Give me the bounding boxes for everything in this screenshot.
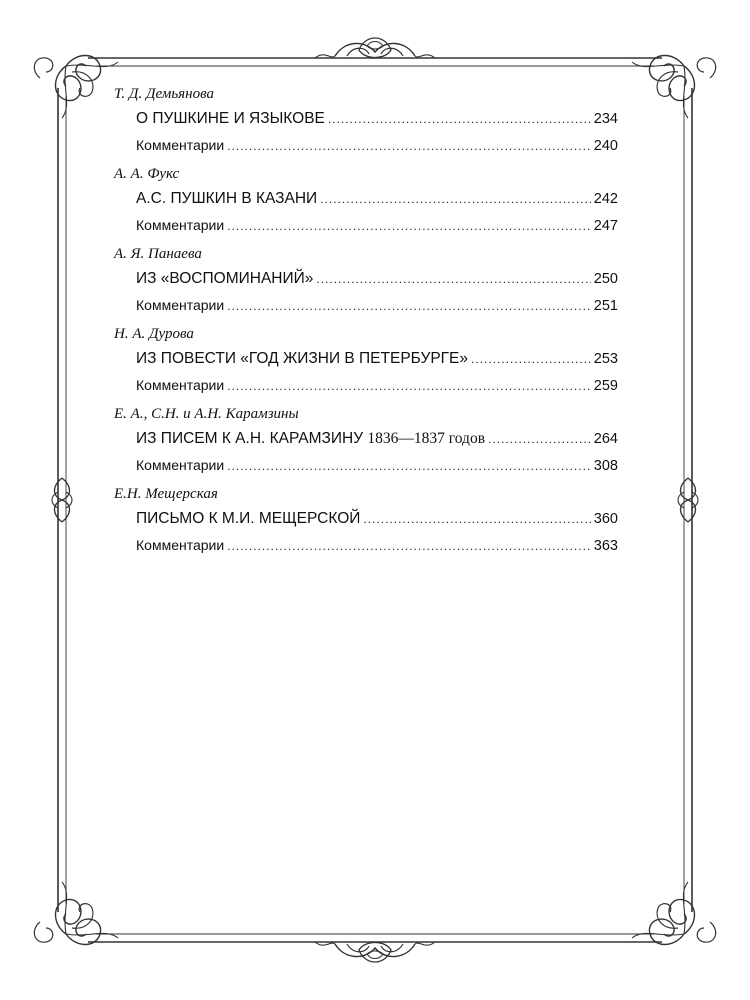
- toc-comments-entry[interactable]: [136, 372, 618, 398]
- toc-author: Е.Н. Мещерская: [114, 486, 218, 502]
- dot-leader: [320, 186, 591, 212]
- toc-entry[interactable]: [136, 506, 618, 532]
- toc-entry-title: [136, 426, 485, 452]
- toc-comments-entry[interactable]: [136, 132, 618, 158]
- toc-comments-entry[interactable]: [136, 452, 618, 478]
- toc-page-number: 247: [593, 218, 618, 234]
- toc-section: [114, 162, 618, 238]
- toc-section: [114, 242, 618, 318]
- toc-entry-title-years: 1836—1837 годов: [367, 430, 486, 447]
- toc-page-number: 251: [593, 298, 618, 314]
- toc-entry-title: ИЗ «ВОСПОМИНАНИЙ»: [136, 270, 314, 287]
- dot-leader: [363, 506, 590, 532]
- toc-entry[interactable]: [136, 346, 618, 372]
- dot-leader: [227, 213, 591, 239]
- toc-page-number: 240: [593, 138, 618, 154]
- toc-comments-label: Комментарии: [136, 457, 225, 473]
- toc-author: А. А. Фукс: [114, 166, 180, 182]
- toc-page-number: 250: [593, 271, 618, 287]
- table-of-contents: [114, 82, 618, 558]
- dot-leader: [227, 133, 591, 159]
- toc-page-number: 360: [593, 511, 618, 527]
- toc-page-number: 264: [593, 431, 618, 447]
- toc-author: А. Я. Панаева: [114, 246, 202, 262]
- toc-comments-label: Комментарии: [136, 217, 225, 233]
- dot-leader: [227, 453, 591, 479]
- toc-comments-label: Комментарии: [136, 537, 225, 553]
- toc-comments-label: Комментарии: [136, 297, 225, 313]
- dot-leader: [316, 266, 590, 292]
- toc-section: [114, 402, 618, 478]
- toc-entry-title-text: ИЗ ПИСЕМ К А.Н. КАРАМЗИНУ: [136, 430, 364, 447]
- toc-page-number: 363: [593, 538, 618, 554]
- toc-author: Е. А., С.Н. и А.Н. Карамзины: [114, 406, 299, 422]
- toc-comments-label: Комментарии: [136, 377, 225, 393]
- dot-leader: [227, 373, 591, 399]
- toc-section: [114, 82, 618, 158]
- toc-comments-label: Комментарии: [136, 137, 225, 153]
- toc-section: [114, 482, 618, 558]
- dot-leader: [488, 426, 591, 452]
- toc-entry[interactable]: [136, 186, 618, 212]
- toc-comments-entry[interactable]: [136, 532, 618, 558]
- toc-comments-entry[interactable]: [136, 292, 618, 318]
- toc-entry[interactable]: [136, 426, 618, 452]
- toc-comments-entry[interactable]: [136, 212, 618, 238]
- toc-page-number: 234: [593, 111, 618, 127]
- toc-entry[interactable]: [136, 106, 618, 132]
- toc-page-number: 308: [593, 458, 618, 474]
- toc-page-number: 242: [593, 191, 618, 207]
- toc-entry[interactable]: [136, 266, 618, 292]
- toc-entry-title: О ПУШКИНЕ И ЯЗЫКОВЕ: [136, 110, 325, 127]
- toc-section: [114, 322, 618, 398]
- dot-leader: [328, 106, 591, 132]
- dot-leader: [471, 346, 591, 372]
- toc-entry-title: ПИСЬМО К М.И. МЕЩЕРСКОЙ: [136, 510, 361, 527]
- toc-page-number: 253: [593, 351, 618, 367]
- toc-page-number: 259: [593, 378, 618, 394]
- dot-leader: [227, 533, 591, 559]
- toc-author: Н. А. Дурова: [114, 326, 194, 342]
- toc-entry-title: А.С. ПУШКИН В КАЗАНИ: [136, 190, 318, 207]
- toc-author: Т. Д. Демьянова: [114, 86, 214, 102]
- dot-leader: [227, 293, 591, 319]
- toc-entry-title: ИЗ ПОВЕСТИ «ГОД ЖИЗНИ В ПЕТЕРБУРГЕ»: [136, 350, 469, 367]
